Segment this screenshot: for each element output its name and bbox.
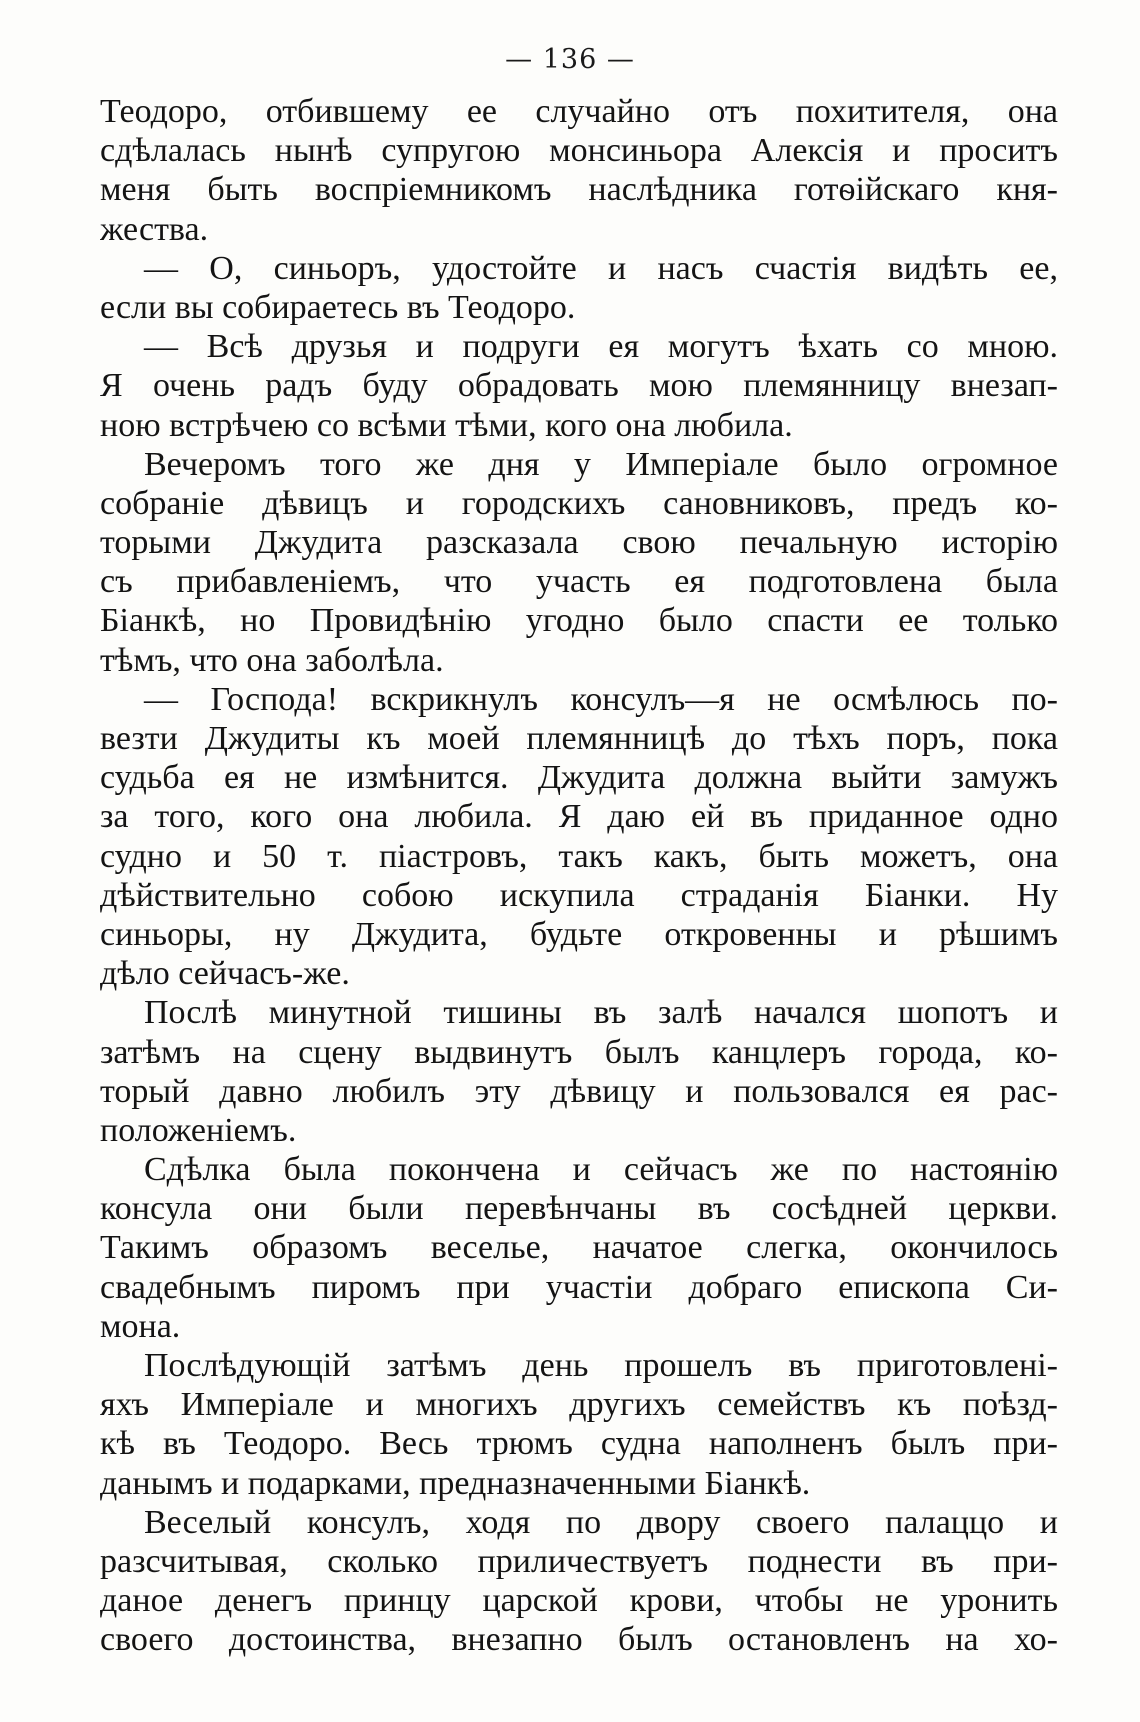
paragraph	[100, 1150, 1058, 1346]
text-line: судьба ея не измѣнится. Джудита должна выйти замужъ	[100, 759, 1058, 797]
text-line: — Господа! вскрикнулъ консулъ—я не осмѣлюсь по-	[144, 680, 1058, 718]
text-line: торыми Джудита разсказала свою печальную исторію	[100, 524, 1058, 562]
text-line: съ прибавленіемъ, что участь ея подготовлена была	[100, 563, 1058, 601]
text-line: Теодоро, отбившему ее случайно отъ похитителя, она	[100, 93, 1058, 130]
paragraph	[100, 1503, 1058, 1660]
text-line: данымъ и подарками, предназначенными Біанкѣ.	[100, 1464, 811, 1502]
text-line: ною встрѣчею со всѣми тѣми, кого она любила.	[100, 406, 793, 444]
text-line: Я очень радъ буду обрадовать мою племянницу внезап-	[100, 367, 1058, 405]
text-line: Вечеромъ того же дня у Имперіале было огромное	[144, 445, 1058, 483]
text-line: собраніе дѣвицъ и городскихъ сановниковъ, предъ ко-	[100, 484, 1058, 522]
paragraph	[100, 327, 1058, 445]
paragraph	[100, 1346, 1058, 1503]
text-line: затѣмъ на сцену выдвинутъ былъ канцлеръ города, ко-	[100, 1033, 1058, 1071]
text-line: судно и 50 т. піастровъ, такъ какъ, быть можетъ, она	[100, 837, 1058, 875]
text-line: разсчитывая, сколько приличествуетъ поднести въ при-	[100, 1542, 1058, 1580]
page-number: — 136 —	[505, 44, 635, 75]
text-line: Веселый консулъ, ходя по двору своего палаццо и	[144, 1503, 1058, 1541]
text-line: дѣло сейчасъ-же.	[100, 955, 350, 993]
text-line: даное денегъ принцу царской крови, чтобы не уронить	[100, 1582, 1058, 1620]
paragraph	[100, 445, 1058, 680]
text-line: Сдѣлка была покончена и сейчасъ же по настоянію	[144, 1151, 1058, 1189]
text-line: тѣмъ, что она заболѣла.	[100, 641, 444, 679]
text-line: за того, кого она любила. Я даю ей въ приданное одно	[100, 798, 1058, 836]
text-line: своего достоинства, внезапно былъ остановленъ на хо-	[100, 1621, 1058, 1659]
paragraph	[100, 993, 1058, 1150]
text-line: — О, синьоръ, удостойте и насъ счастія видѣть ее,	[144, 249, 1058, 287]
paragraph	[100, 680, 1058, 994]
text-line: положеніемъ.	[100, 1111, 297, 1149]
text-line: жества.	[100, 210, 209, 248]
paragraph	[100, 92, 1058, 249]
text-line: торый давно любилъ эту дѣвицу и пользовался ея рас-	[100, 1072, 1058, 1110]
text-line: Біанкѣ, но Провидѣнію угодно было спасти ее только	[100, 602, 1058, 640]
text-line: Послѣ минутной тишины въ залѣ начался шопотъ и	[144, 994, 1058, 1032]
text-line: Такимъ образомъ веселье, начатое слегка, окончилось	[100, 1229, 1058, 1267]
text-line: яхъ Имперіале и многихъ другихъ семействъ къ поѣзд-	[100, 1386, 1058, 1424]
paragraph	[100, 249, 1058, 327]
text-line: свадебнымъ пиромъ при участіи добраго епископа Си-	[100, 1268, 1058, 1306]
text-line: синьоры, ну Джудита, будьте откровенны и рѣшимъ	[100, 915, 1058, 953]
text-line: если вы собираетесь въ Теодоро.	[100, 288, 576, 326]
text-line: кѣ въ Теодоро. Весь трюмъ судна наполненъ былъ при-	[100, 1425, 1058, 1463]
text-line: — Всѣ друзья и подруги ея могутъ ѣхать со мною.	[144, 328, 1058, 366]
text-line: везти Джудиты къ моей племянницѣ до тѣхъ поръ, пока	[100, 720, 1058, 757]
body-text	[100, 92, 1058, 1660]
text-line: мона.	[100, 1307, 181, 1345]
text-line: дѣйствительно собою искупила страданія Біанки. Ну	[100, 876, 1058, 914]
text-line: меня быть воспріемникомъ наслѣдника готѳійскаго кня-	[100, 171, 1058, 209]
text-line: сдѣлалась нынѣ супругою монсиньора Алексія и проситъ	[100, 132, 1058, 170]
text-line: Послѣдующій затѣмъ день прошелъ въ приготовлені-	[144, 1347, 1058, 1384]
text-line: консула они были перевѣнчаны въ сосѣдней церкви.	[100, 1190, 1058, 1228]
